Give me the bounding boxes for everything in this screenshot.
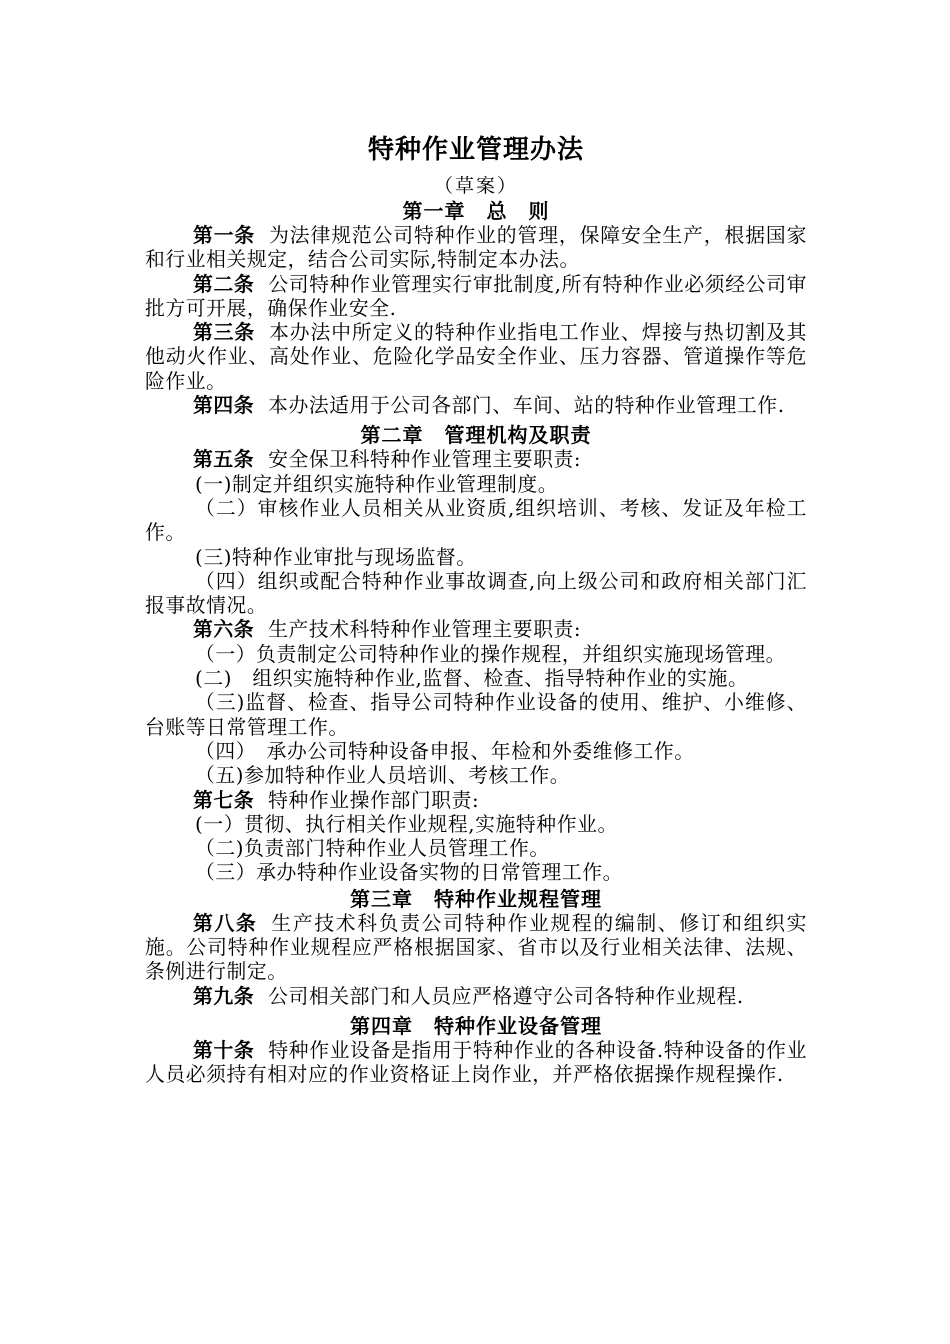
list-item: （四） 承办公司特种设备申报、年检和外委维修工作。 bbox=[195, 739, 695, 763]
article-label: 第二条 bbox=[193, 272, 255, 296]
document-body bbox=[145, 132, 807, 1088]
article-text: 本办法适用于公司各部门、车间、站的特种作业管理工作. bbox=[268, 394, 785, 418]
article-label: 第五条 bbox=[193, 448, 255, 472]
article-text: 公司相关部门和人员应严格遵守公司各特种作业规程. bbox=[268, 984, 744, 1008]
chapter-heading: 第二章 管理机构及职责 bbox=[360, 423, 592, 448]
article-label: 第三条 bbox=[193, 321, 256, 345]
chapter-heading: 第三章 特种作业规程管理 bbox=[350, 886, 602, 911]
list-item: （三)监督、检查、指导公司特种作业设备的使用、维护、小维修、台账等日常管理工作。 bbox=[145, 691, 807, 739]
list-item: （五)参加特种作业人员培训、考核工作。 bbox=[195, 764, 571, 788]
article bbox=[145, 789, 807, 813]
article-text: 本办法中所定义的特种作业指电工作业、焊接与热切割及其他动火作业、高处作业、危险化学品安全作业、压力容器、管道操作等危险作业。 bbox=[145, 321, 807, 393]
article bbox=[145, 912, 807, 985]
article bbox=[145, 273, 807, 322]
article-text: 安全保卫科特种作业管理主要职责: bbox=[268, 448, 582, 472]
article-text: 生产技术科特种作业管理主要职责: bbox=[268, 618, 582, 642]
article bbox=[145, 1039, 807, 1088]
article-text: 特种作业操作部门职责: bbox=[268, 788, 480, 812]
list-item: (二) 组织实施特种作业,监督、检查、指导特种作业的实施。 bbox=[195, 667, 749, 691]
list-item: （二）审核作业人员相关从业资质,组织培训、考核、发证及年检工作。 bbox=[145, 496, 807, 545]
list-item: （一）负责制定公司特种作业的操作规程，并组织实施现场管理。 bbox=[195, 642, 787, 666]
article-label: 第九条 bbox=[193, 984, 255, 1008]
article-label: 第八条 bbox=[193, 911, 258, 935]
list-item: (一）贯彻、执行相关作业规程,实施特种作业。 bbox=[195, 812, 618, 836]
chapter-heading: 第一章 总 则 bbox=[402, 199, 550, 223]
article bbox=[145, 224, 807, 273]
list-item: (三)特种作业审批与现场监督。 bbox=[195, 545, 477, 569]
article-label: 第七条 bbox=[193, 788, 255, 812]
list-item: (一)制定并组织实施特种作业管理制度。 bbox=[195, 472, 559, 496]
article bbox=[145, 321, 807, 394]
document-title: 特种作业管理办法 bbox=[367, 135, 584, 165]
article bbox=[145, 448, 807, 472]
article-label: 第十条 bbox=[193, 1038, 255, 1062]
article bbox=[145, 985, 807, 1009]
article-label: 第六条 bbox=[193, 618, 255, 642]
article-text: 公司特种作业管理实行审批制度,所有特种作业必须经公司审批方可开展，确保作业安全. bbox=[145, 272, 807, 320]
article bbox=[145, 618, 807, 642]
list-item: （三）承办特种作业设备实物的日常管理工作。 bbox=[195, 861, 624, 885]
list-item: （四）组织或配合特种作业事故调查,向上级公司和政府相关部门汇报事故情况。 bbox=[145, 569, 807, 618]
article bbox=[145, 394, 807, 418]
article-text: 为法律规范公司特种作业的管理，保障安全生产，根据国家和行业相关规定，结合公司实际,特制定本办法。 bbox=[145, 224, 807, 272]
article-label: 第四条 bbox=[193, 394, 255, 418]
article-label: 第一条 bbox=[193, 224, 256, 247]
article-text: 生产技术科负责公司特种作业规程的编制、修订和组织实施。公司特种作业规程应严格根据国家、省市以及行业相关法律、法规、条例进行制定。 bbox=[145, 911, 807, 984]
list-item: （二)负责部门特种作业人员管理工作。 bbox=[195, 837, 550, 861]
chapter-heading: 第四章 特种作业设备管理 bbox=[350, 1013, 602, 1038]
document-subtitle: （草案） bbox=[433, 175, 518, 197]
article-text: 特种作业设备是指用于特种作业的各种设备.特种设备的作业人员必须持有相对应的作业资格证上岗作业，并严格依据操作规程操作. bbox=[145, 1038, 807, 1087]
